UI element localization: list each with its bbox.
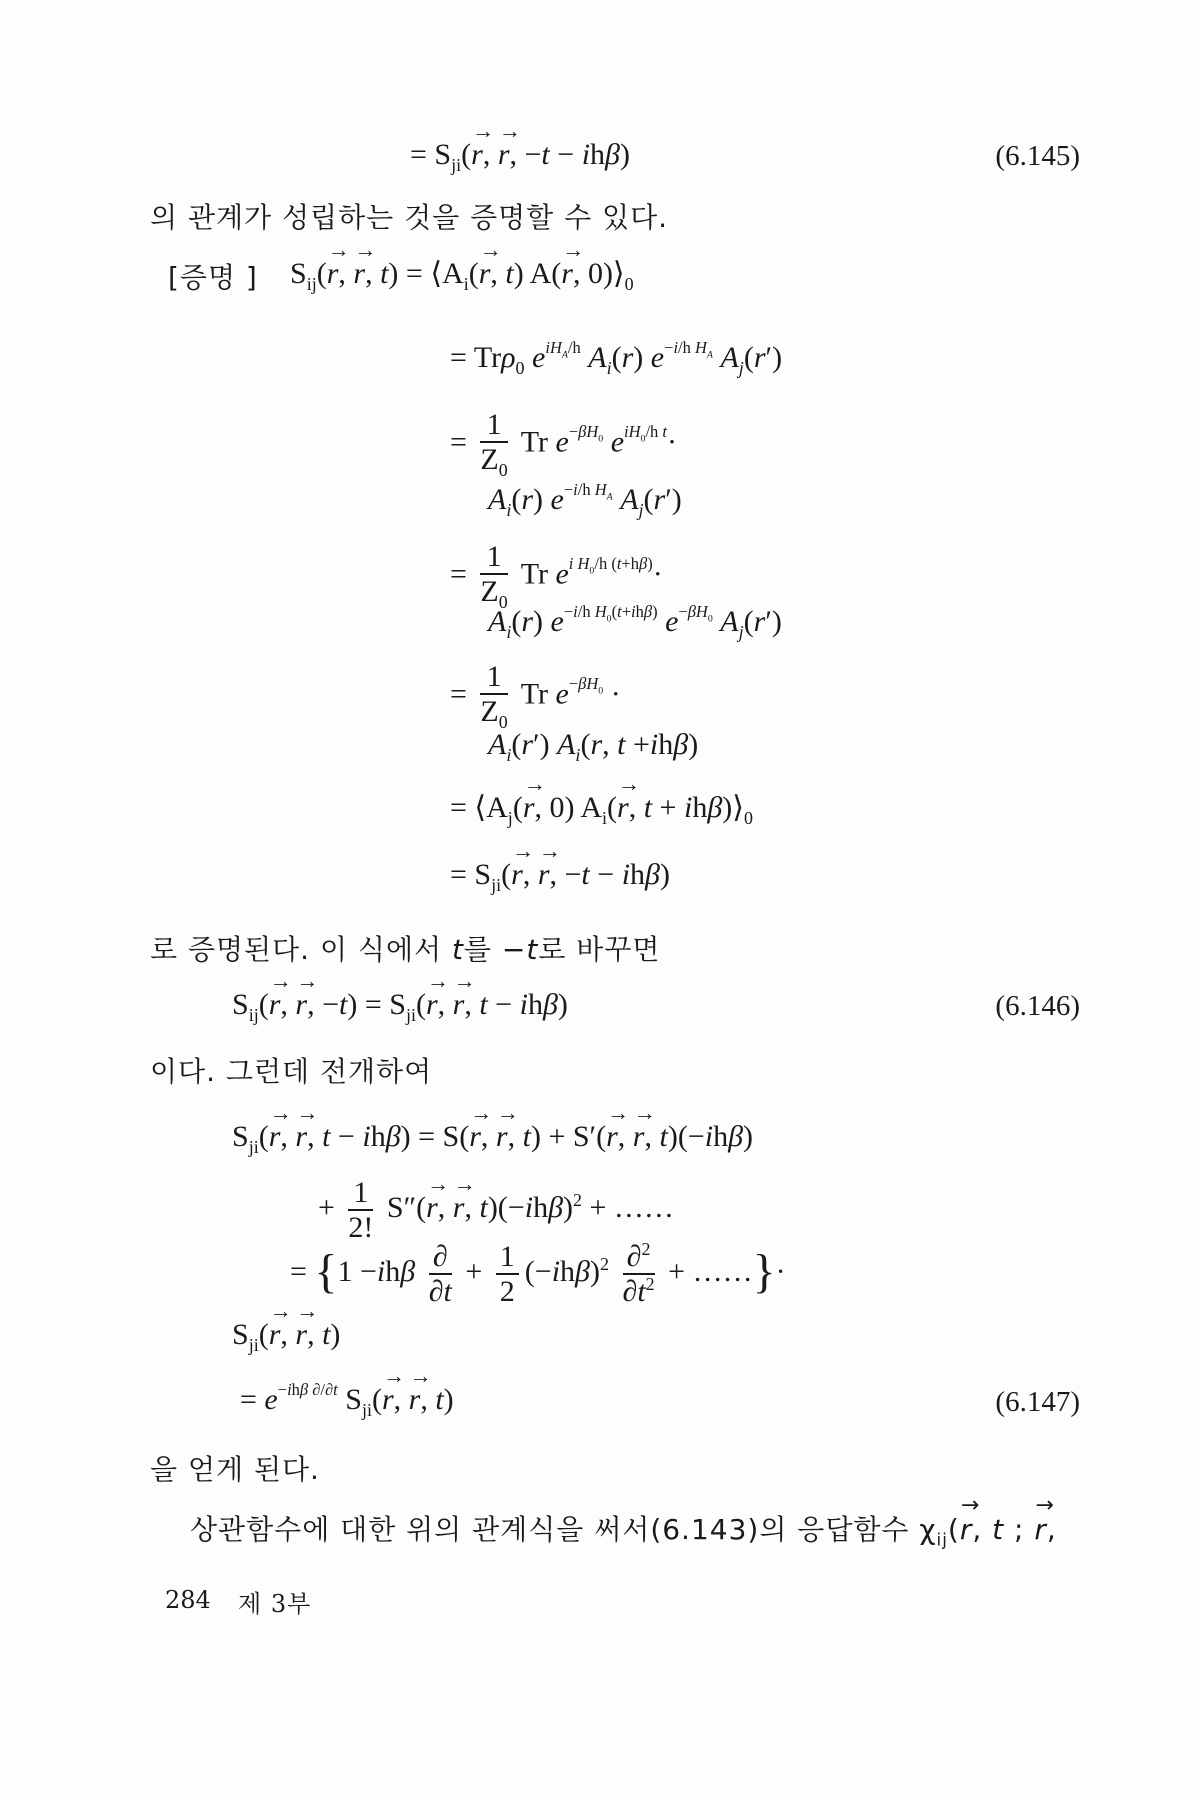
- equation-line: = {1 −ihβ $\frac{\partial}{\partial t}$ + $\frac{1}{2}$ $(-ih\beta)^2$ $\frac{\partial^2}{\partial t^2}$ + ……}·: [290, 1239, 786, 1308]
- part-label: 제 3부: [238, 1590, 312, 1618]
- equation-line: $S_{ji}(\to r$, → r, t − ihβ) = S(→ r, → r, t) + S′(→ r, → r, t)(−ihβ): [232, 1120, 753, 1158]
- equation-line: = $S_{ji}(\to r$, → r, −t − ihβ): [410, 138, 630, 176]
- equation-line: $A_i(r')$ $A_i(r$, t +ihβ): [488, 728, 699, 765]
- equation-line: = $e^{-ih\beta \partial/\partial t}$ $S_{ji}(\to r$, → r, t): [240, 1380, 454, 1421]
- equation-line: $A_i(r)$ $e^{-i/h H_A}$ $A_j(r')$: [488, 480, 682, 520]
- equation-line: = Trρ$_0$ $e^{iH_A/h}$ $A_i(r)$ $e^{-i/h H_A}$ $A_j(r')$: [450, 338, 783, 378]
- equation-number: (6.147): [995, 1386, 1080, 1418]
- text-line: 이다. 그런데 전개하여: [150, 1055, 433, 1088]
- equation-number: (6.145): [995, 140, 1080, 172]
- equation-line: = $⟨A_j(\to r$, 0) $A_i(\to r$, $t + ih\beta)⟩_0$: [450, 790, 753, 829]
- text-line: 의 관계가 성립하는 것을 증명할 수 있다.: [150, 201, 669, 234]
- proof-label: [증명 ]: [168, 261, 258, 294]
- text-line: 을 얻게 된다.: [150, 1453, 320, 1486]
- equation-number: (6.146): [995, 990, 1080, 1022]
- page-number: 284: [165, 1586, 211, 1614]
- equation-line: = $S_{ji}(\to r$, → r, −t − ihβ): [450, 858, 670, 896]
- equation-line: = $\frac{1}{Z_0}$ Tr $e^{-\beta H_0}$ ·: [450, 660, 621, 732]
- equation-line: = $\frac{1}{Z_0}$ Tr $e^{-\beta H_0}$ $e^{iH_0/h t}\cdot$: [450, 408, 678, 480]
- equation-line: $S_{ij}(\to r$, → r, $t) = ⟨A_i(\to r$, t) A(→ r, $0)⟩_0$: [290, 256, 634, 295]
- equation-line: + $\frac{1}{2!}$ S″(→ r, → r, $t)(-ih\beta)^2$ + ……: [318, 1176, 674, 1244]
- text-line: 상관함수에 대한 위의 관계식을 써서(6.143)의 응답함수 $\chi_{ij}(\to r$, t ; → r,: [190, 1508, 1057, 1550]
- equation-line: $A_i(r)$ $e^{-i/h H_0(t+ih\beta)}$ $e^{-\beta H_0}$ $A_j(r')$: [488, 602, 782, 642]
- equation-line: $S_{ij}(\to r$, → r, $-t) = S_{ji}(\to r$, → r, t − ihβ): [232, 988, 568, 1026]
- equation-line: $S_{ji}(\to r$, → r, t): [232, 1318, 340, 1356]
- equation-line: = $\frac{1}{Z_0}$ Tr $e^{i H_0/h (t+h\beta)}\cdot$: [450, 540, 663, 612]
- text-line: 로 증명된다. 이 식에서 t를 −t로 바꾸면: [150, 933, 661, 966]
